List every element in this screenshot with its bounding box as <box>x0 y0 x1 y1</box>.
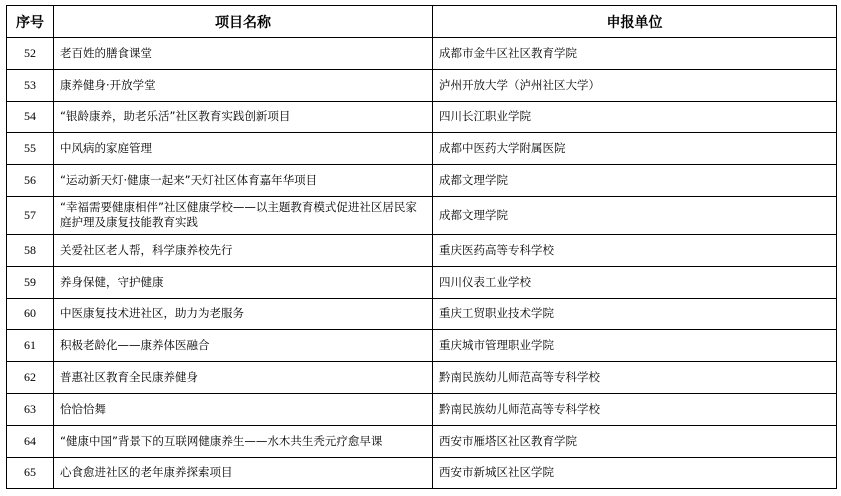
row-project-name: 老百姓的膳食课堂 <box>54 38 433 70</box>
row-project-name: 中医康复技术进社区，助力为老服务 <box>54 298 433 330</box>
project-table <box>6 5 837 489</box>
row-project-name: 普惠社区教育全民康养健身 <box>54 362 433 394</box>
header-seq: 序号 <box>7 6 54 38</box>
table-row <box>7 165 837 197</box>
header-applicant-unit: 申报单位 <box>433 6 837 38</box>
row-project-name: 积极老龄化——康养体医融合 <box>54 330 433 362</box>
row-project-name: “银龄康养，助老乐活”社区教育实践创新项目 <box>54 101 433 133</box>
row-applicant-unit: 成都文理学院 <box>433 196 837 234</box>
table-row <box>7 133 837 165</box>
row-seq: 61 <box>7 330 54 362</box>
row-project-name: “运动新天灯·健康一起来”天灯社区体育嘉年华项目 <box>54 165 433 197</box>
row-seq: 63 <box>7 393 54 425</box>
row-seq: 57 <box>7 196 54 234</box>
table-row <box>7 330 837 362</box>
row-applicant-unit: 成都文理学院 <box>433 165 837 197</box>
row-seq: 58 <box>7 234 54 266</box>
row-applicant-unit: 黔南民族幼儿师范高等专科学校 <box>433 393 837 425</box>
row-project-name: “健康中国”背景下的互联网健康养生——水木共生秃元疗愈早课 <box>54 425 433 457</box>
row-seq: 65 <box>7 457 54 489</box>
row-seq: 54 <box>7 101 54 133</box>
row-applicant-unit: 四川仪表工业学校 <box>433 266 837 298</box>
table-row <box>7 69 837 101</box>
row-applicant-unit: 重庆城市管理职业学院 <box>433 330 837 362</box>
row-seq: 55 <box>7 133 54 165</box>
table-row <box>7 298 837 330</box>
header-project-name: 项目名称 <box>54 6 433 38</box>
table-row <box>7 196 837 234</box>
row-applicant-unit: 重庆工贸职业技术学院 <box>433 298 837 330</box>
table-row <box>7 425 837 457</box>
table-header <box>7 6 837 38</box>
row-seq: 62 <box>7 362 54 394</box>
table-row <box>7 362 837 394</box>
table-row <box>7 234 837 266</box>
row-seq: 64 <box>7 425 54 457</box>
row-project-name: 中风病的家庭管理 <box>54 133 433 165</box>
row-seq: 56 <box>7 165 54 197</box>
row-applicant-unit: 成都中医药大学附属医院 <box>433 133 837 165</box>
row-project-name: 恰恰恰舞 <box>54 393 433 425</box>
row-seq: 53 <box>7 69 54 101</box>
header-row <box>7 6 837 38</box>
table-row <box>7 38 837 70</box>
document-table-wrapper <box>6 5 837 489</box>
row-applicant-unit: 泸州开放大学（泸州社区大学） <box>433 69 837 101</box>
row-project-name: 康养健身·开放学堂 <box>54 69 433 101</box>
row-applicant-unit: 黔南民族幼儿师范高等专科学校 <box>433 362 837 394</box>
row-project-name: 关爱社区老人帮，科学康养校先行 <box>54 234 433 266</box>
row-project-name: “幸福需要健康相伴”社区健康学校——以主题教育模式促进社区居民家庭护理及康复技能教育实践 <box>54 196 433 234</box>
row-project-name: 养身保健，守护健康 <box>54 266 433 298</box>
row-applicant-unit: 四川长江职业学院 <box>433 101 837 133</box>
table-row <box>7 266 837 298</box>
table-row <box>7 457 837 489</box>
row-applicant-unit: 西安市新城区社区学院 <box>433 457 837 489</box>
row-applicant-unit: 重庆医药高等专科学校 <box>433 234 837 266</box>
row-seq: 52 <box>7 38 54 70</box>
row-seq: 59 <box>7 266 54 298</box>
row-seq: 60 <box>7 298 54 330</box>
table-body <box>7 38 837 489</box>
row-applicant-unit: 西安市雁塔区社区教育学院 <box>433 425 837 457</box>
table-row <box>7 101 837 133</box>
row-project-name: 心食愈进社区的老年康养探索项目 <box>54 457 433 489</box>
table-row <box>7 393 837 425</box>
row-applicant-unit: 成都市金牛区社区教育学院 <box>433 38 837 70</box>
